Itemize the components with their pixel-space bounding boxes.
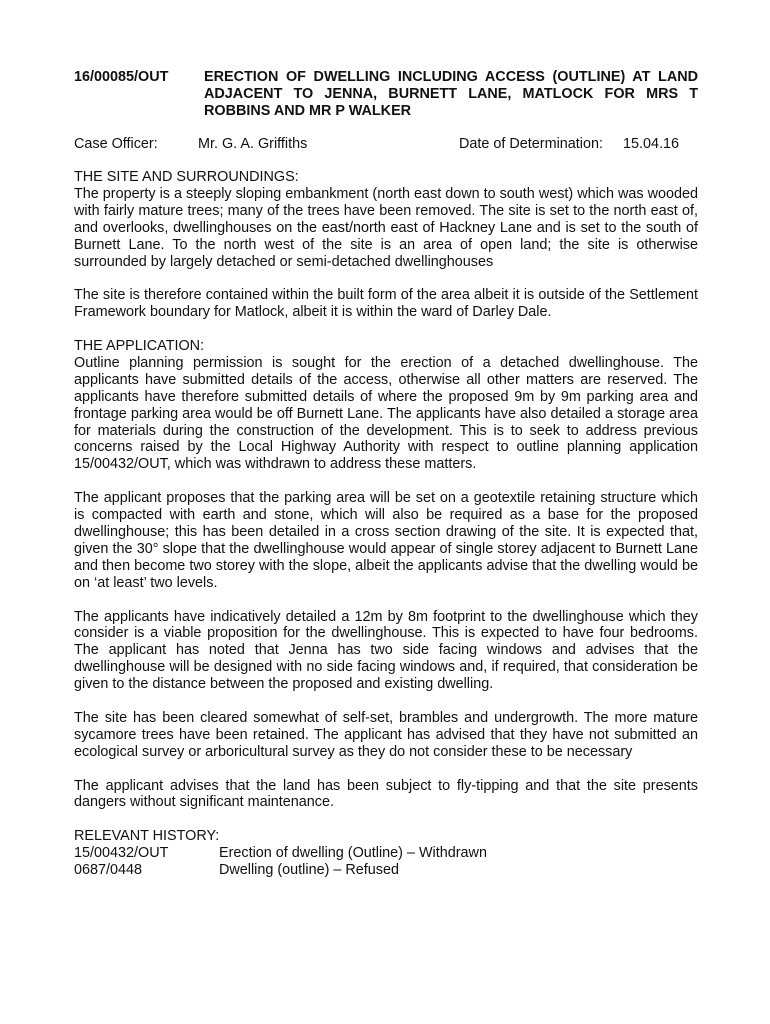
application-paragraph-5: The applicant advises that the land has been subject to fly-tipping and that the site presents dangers without significant maintenance. <box>74 777 698 811</box>
history-reference: 0687/0448 <box>74 862 143 879</box>
application-paragraph-2: The applicant proposes that the parking area will be set on a geotextile retaining structure which is compacted with earth and stone, which will also be required as a base for the proposed dwellinghouse; this has been detailed in a cross section drawing of the site. It is expected that, given the 30° slope that the dwellinghouse would appear of single storey adjacent to Burnett Lane and then become two storey with the slope, albeit the applicants advise that the dwelling would be on ‘at least’ two levels. <box>74 490 698 591</box>
case-officer-label: Case Officer: <box>74 136 158 152</box>
application-paragraph-3: The applicants have indicatively detailed a 12m by 8m footprint to the dwellinghouse which they consider is a viable proposition for the dwellinghouse. This is expected to have four bedrooms. The applicant has noted that Jenna has two side facing windows and advises that the dwellinghouse will be designed with no side facing windows and, if required, that consideration be given to the distance between the proposed and existing dwelling. <box>74 608 698 693</box>
determination-date: 15.04.16 <box>623 136 680 152</box>
history-description: Erection of dwelling (Outline) – Withdrawn <box>219 845 487 862</box>
site-heading: THE SITE AND SURROUNDINGS: <box>74 169 299 185</box>
history-reference: 15/00432/OUT <box>74 845 169 862</box>
history-item <box>74 862 698 879</box>
history-description: Dwelling (outline) – Refused <box>219 862 399 879</box>
history-heading: RELEVANT HISTORY: <box>74 828 220 845</box>
case-officer-name: Mr. G. A. Griffiths <box>198 136 308 152</box>
application-paragraph-1: Outline planning permission is sought for the erection of a detached dwellinghouse. The applicants have submitted details of the access, otherwise all other matters are reserved. The applicants have therefore submitted details of where the proposed 9m by 9m parking area and frontage parking area would be off Burnett Lane. The applicants have also detailed a storage area for materials during the construction of the development. This is to seek to address previous concerns raised by the Local Highway Authority with respect to outline planning application 15/00432/OUT, which was withdrawn to address these matters. <box>74 354 698 473</box>
site-paragraph-2: The site is therefore contained within the built form of the area albeit it is outside of the Settlement Framework boundary for Matlock, albeit it is within the ward of Darley Dale. <box>74 287 698 321</box>
application-paragraph-4: The site has been cleared somewhat of self-set, brambles and undergrowth. The more mature sycamore trees have been retained. The applicant has advised that they have not submitted an ecological survey or arboricultural survey as they do not consider these to be necessary <box>74 709 698 760</box>
site-paragraph-1: The property is a steeply sloping embankment (north east down to south west) which was wooded with fairly mature trees; many of the trees have been removed. The site is set to the north east of, and overlooks, dwellinghouses on the east/north east of Hackney Lane and is set to the south of Burnett Lane. To the north west of the site is an area of open land; the site is otherwise surrounded by largely detached or semi-detached dwellinghouses <box>74 185 698 270</box>
report-body <box>74 169 698 879</box>
history-item <box>74 845 698 862</box>
application-reference: 16/00085/OUT <box>74 69 169 85</box>
application-title: ERECTION OF DWELLING INCLUDING ACCESS (OUTLINE) AT LAND ADJACENT TO JENNA, BURNETT LANE, MATLOCK FOR MRS T ROBBINS AND MR P WALKER <box>204 69 698 120</box>
determination-date-label: Date of Determination: <box>459 136 603 152</box>
application-heading: THE APPLICATION: <box>74 338 205 355</box>
